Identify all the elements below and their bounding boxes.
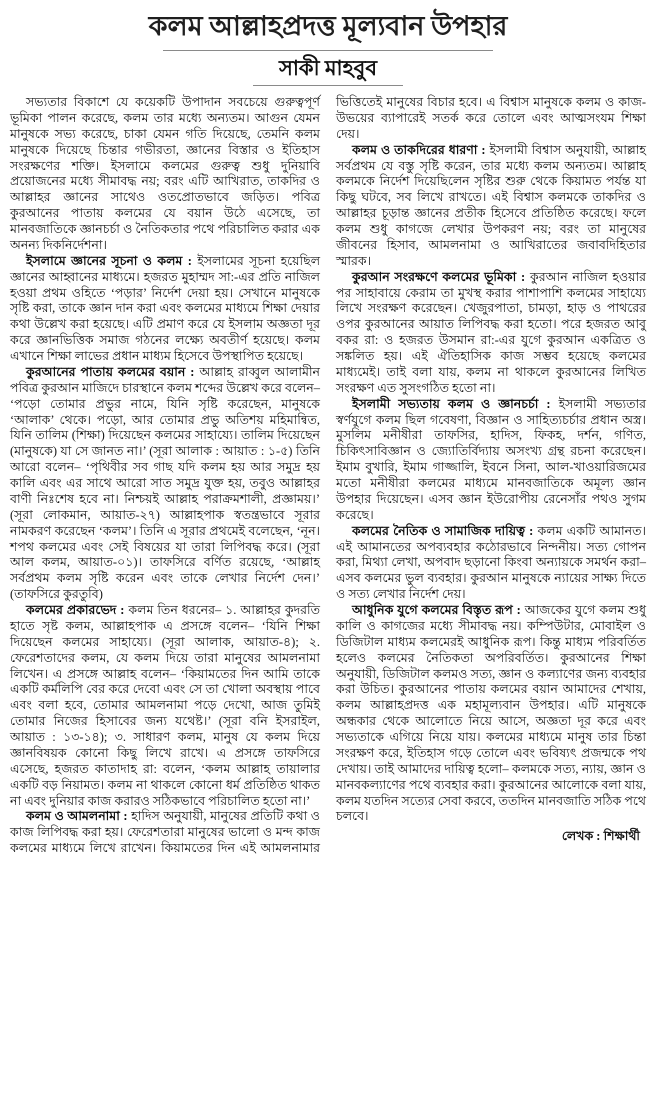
section-text: আজকের যুগে কলম শুধু কালি ও কাগজের মধ্যে সীমাবদ্ধ নয়। কম্পিউটার, মোবাইল ও ডিজিটাল মাধ্যম কলমেরই আধুনিক রূপ। কিন্তু মাধ্যম পরিবর্তিত হলেও কলমের নৈতিকতা অপরিবর্তিত। কুরআনের শিক্ষা অনুযায়ী, ডিজিটাল কলমও সত্য, জ্ঞান ও কল্যাণের জন্য ব্যবহার করা উচিত। কুরআনের পাতায় কলমের বয়ান আমাদের শেখায়, কলম আল্লাহপ্রদত্ত এক মহামূল্যবান উপহার। এটি মানুষকে অন্ধকার থেকে আলোতে নিয়ে আসে, অজ্ঞতা দূর করে এবং সভ্যতাকে এগিয়ে নিয়ে যায়। কলমের মাধ্যমে মানুষ তার চিন্তা সংরক্ষণ করে, ইতিহাস গড়ে তোলে এবং ভবিষ্যৎ প্রজন্মকে পথ দেখায়। তাই আমাদের দায়িত্ব হলো– কলমকে সত্য, ন্যায়, জ্ঞান ও মানবকল্যাণের পথে ব্যবহার করা। কুরআনের আলোকে বলা যায়, কলম যতদিন সত্যের সেবা করবে, ততদিন মানবজাতি সঠিক পথে চলবে। xyxy=(336,603,646,824)
section-paragraph xyxy=(336,524,646,603)
section-text: ইসলামের সূচনা হয়েছিল জ্ঞানের আহ্বানের মাধ্যমে। হজরত মুহাম্মদ সা:-এর প্রতি নাজিল হওয়া প্রথম ওহিতে ‘পড়ার’ নির্দেশ দেয়া হয়। সেখানে মানুষকে সৃষ্টি করা, তাকে জ্ঞান দান করা এবং কলমের মাধ্যমে শিক্ষা দেয়ার কথা উল্লেখ করা হয়েছে। এটি প্রমাণ করে যে ইসলাম অজ্ঞতা দূর করে জ্ঞানভিত্তিক সমাজ গঠনের লক্ষ্যে অবতীর্ণ হয়েছে। কলম এখানে শিক্ষা লাভের প্রধান মাধ্যম হিসেবে উপস্থাপিত হয়েছে। xyxy=(10,253,321,363)
section-text: ইসলামী বিশ্বাস অনুযায়ী, আল্লাহ সর্বপ্রথম যে বস্তু সৃষ্টি করেন, তার মধ্যে কলম অন্যতম। আল্লাহ কলমকে নির্দেশ দিয়েছিলেন সৃষ্টির শুরু থেকে কিয়ামত পর্যন্ত যা কিছু ঘটবে, সব লিখে রাখতে। এই বিশ্বাস কলমকে তাকদির ও আল্লাহর চূড়ান্ত জ্ঞানের প্রতীক হিসেবে প্রতিষ্ঠিত করেছে। ফলে কলম শুধু কাগজে লেখার উপকরণ নয়; বরং তা মানুষের জীবনের হিসাব, আমলনামা ও আখিরাতের জবাবদিহিতার স্মারক। xyxy=(336,142,646,268)
author-name: সাকী মাহবুব xyxy=(278,55,378,80)
section-text: সভ্যতার বিকাশে যে কয়েকটি উপাদান সবচেয়ে গুরুত্বপূর্ণ ভূমিকা পালন করেছে, কলম তার মধ্যে অন্যতম। আগুন যেমন মানুষকে সভ্য করেছে, চাকা যেমন গতি দিয়েছে, তেমনি কলম মানুষকে দিয়েছে চিন্তার গভীরতা, জ্ঞানের বিস্তার ও ইতিহাস সংরক্ষণের শক্তি। ইসলামে কলমের গুরুত্ব শুধু দুনিয়াবি প্রয়োজনের মধ্যে সীমাবদ্ধ নয়; বরং এটি আখিরাত, তাকদির ও আল্লাহর জ্ঞানের সাথেও ওতপ্রোতভাবে জড়িত। পবিত্র কুরআনের পাতায় কলমের যে বয়ান উঠে এসেছে, তা মানবজাতিকে জ্ঞানচর্চা ও নৈতিকতার পথে পরিচালিত করার এক অনন্য দিকনির্দেশনা। xyxy=(10,95,320,252)
page-title: কলম আল্লাহপ্রদত্ত মূল্যবান উপহার xyxy=(148,11,508,41)
section-heading: ইসলামে জ্ঞানের সূচনা ও কলম : xyxy=(26,253,198,268)
article-page xyxy=(10,10,646,857)
section-heading: কলম ও তাকদিরের ধারণা : xyxy=(352,142,490,157)
section-paragraph xyxy=(336,603,646,825)
section-text: আল্লাহ রাব্বুল আলামীন পবিত্র কুরআন মাজিদে চারস্থানে কলম শব্দের উল্লেখ করে বলেন– ‘পড়ো তোমার প্রভুর নামে, যিনি সৃষ্টি করেছেন, মানুষকে ‘আলাক’ থেকে। পড়ো, আর তোমার প্রভু অতিশয় মহিমান্বিত, যিনি তালিম (শিক্ষা) দিয়েছেন কলমের সাহায্যে। তালিম দিয়েছেন (মানুষকে) যা সে জানত না।’ (সূরা আলাক : আয়াত : ১-৫) তিনি আরো বলেন– ‘পৃথিবীর সব গাছ যদি কলম হয় আর সমুদ্র হয় কালি এবং এর সাথে আরো সাত সমুদ্র যুক্ত হয়, তবুও আল্লাহর বাণী নিঃশেষ হবে না। নিশ্চয়ই আল্লাহ পরাক্রমশালী, প্রজ্ঞাময়।’ (সূরা লোকমান, আয়াত-২৭) আল্লাহপাক স্বতন্ত্রভাবে সূরার নামকরণ করেছেন ‘কলম’। তিনি এ সূরার প্রথমেই বলেছেন, ‘নূন। শপথ কলমের এবং সেই বিষয়ের যা তারা লিপিবদ্ধ করে। (সূরা আল কলম, আয়াত-০১)। তাফসিরে বর্ণিত রয়েছে, ‘আল্লাহ সর্বপ্রথম কলম সৃষ্টি করেন এবং তাকে লেখার নির্দেশ দেন।’ (তাফসিরে কুরতুবি) xyxy=(10,364,320,602)
section-paragraph xyxy=(10,254,320,365)
section-text: হাদিস অনুযায়ী, মানুষের প্রতিটি কথা ও কাজ লিপিবদ্ধ করা হয়। ফেরেশতারা মানুষের ভালো ও মন্দ কাজ কলমের মাধ্যমে লিখে রাখেন। কিয়ামতের দিন এই আমলনামার ভিত্তিতেই মানুষের বিচার হবে। এ বিশ্বাস মানুষকে কলম ও কাজ-উভয়ের ব্যাপারেই সতর্ক করে তোলে এবং আত্মসংযম শিক্ষা দেয়। xyxy=(10,95,646,856)
section-heading: আধুনিক যুগে কলমের বিস্তৃত রূপ : xyxy=(352,603,525,617)
section-text: ইসলামী সভ্যতার স্বর্ণযুগে কলম ছিল গবেষণা, বিজ্ঞান ও সাহিত্যচর্চার প্রধান অস্ত্র। মুসলিম মনীষীরা তাফসির, হাদিস, ফিকহ, দর্শন, গণিত, চিকিৎসাবিজ্ঞান ও জ্যোতির্বিদ্যায় অসংখ্য গ্রন্থ রচনা করেছেন। ইমাম বুখারি, ইমাম গাজ্জালি, ইবনে সিনা, আল-খাওয়ারিজমের মতো মনীষীরা কলমের মাধ্যমে মানবজাতিকে অমূল্য জ্ঞান উপহার দিয়েছেন। এসব জ্ঞান ইউরোপীয় রেনেসাঁর পথও সুগম করেছে। xyxy=(336,396,647,522)
author-divider xyxy=(253,85,403,86)
sections-list xyxy=(10,95,646,857)
section-text: কুরআন নাজিল হওয়ার পর সাহাবায়ে কেরাম তা মুখস্থ করার পাশাপাশি কলমের সাহায্যে লিখে সংরক্ষণ করেছেন। খেজুরপাতা, চামড়া, হাড় ও পাথরের ওপর কুরআনের আয়াত লিপিবদ্ধ করা হতো। পরে হজরত আবু বকর রা: ও হজরত উসমান রা:-এর যুগে কুরআন একত্রিত ও সঙ্কলিত হয়। এই ঐতিহাসিক কাজ সম্ভব হয়েছে কলমের মাধ্যমেই। তাই বলা যায়, কলম না থাকলে কুরআনের লিখিত সংরক্ষণ এত সুসংগঠিত হতো না। xyxy=(336,269,646,395)
title-divider xyxy=(163,50,493,51)
section-paragraph xyxy=(336,143,646,270)
section-paragraph xyxy=(10,95,320,254)
section-paragraph xyxy=(336,397,646,524)
section-heading: কলমের নৈতিক ও সামাজিক দায়িত্ব : xyxy=(352,523,538,538)
section-heading: কলমের প্রকারভেদ : xyxy=(26,603,129,617)
section-text: কলম তিন ধরনের– ১. আল্লাহর কুদরতি হাতে সৃষ্ট কলম, আল্লাহপাক এ প্রসঙ্গে বলেন– ‘যিনি শিক্ষা দিয়েছেন কলমের সাহায্যে। (সূরা আলাক, আয়াত-৪); ২. ফেরেশতাদের কলম, যে কলম দিয়ে তারা মানুষের আমলনামা লিখেন। এ প্রসঙ্গে আল্লাহ বলেন– ‘কিয়ামতের দিন আমি তাকে একটি কর্মলিপি বের করে দেবো এবং সে তা খোলা অবস্থায় পাবে এবং বলা হবে, তোমার আমলনামা পড়ে দেখো, আজ তুমিই তোমার নিজের হিসাবের জন্য যথেষ্ট।’ (সূরা বনি ইসরাইল, আয়াত : ১৩-১৪); ৩. সাধারণ কলম, মানুষ যে কলম দিয়ে জ্ঞানবিষয়ক কোনো কিছু লিখে রাখে। এ প্রসঙ্গে তাফসিরে এসেছে, হজরত কাতাদাহ রা: বলেন, ‘কলম আল্লাহ তায়ালার একটি বড় নিয়ামত। কলম না থাকলে কোনো ধর্ম প্রতিষ্ঠিত থাকত না এবং দুনিয়ার কাজ করারও সঠিকভাবে পরিচালিত হতো না।’ xyxy=(10,603,320,808)
article-columns xyxy=(10,95,646,857)
section-heading: কুরআন সংরক্ষণে কলমের ভূমিকা : xyxy=(352,269,530,284)
section-heading: ইসলামী সভ্যতায় কলম ও জ্ঞানচর্চা : xyxy=(352,396,559,411)
section-paragraph xyxy=(336,270,646,397)
section-paragraph xyxy=(10,603,320,809)
section-text: কলম একটি আমানত। এই আমানতের অপব্যবহার কঠোরভাবে নিন্দনীয়। সত্য গোপন করা, মিথ্যা লেখা, অপবাদ ছড়ানো কিংবা অন্যায়কে সমর্থন করা– এসব কলমের ভুল ব্যবহার। কুরআন মানুষকে ন্যায়ের সাক্ষ্য দিতে ও সত্য লেখার নির্দেশ দেয়। xyxy=(336,523,646,602)
section-heading: কলম ও আমলনামা : xyxy=(26,809,132,824)
section-heading: কুরআনের পাতায় কলমের বয়ান : xyxy=(26,364,200,379)
author-signature: লেখক : শিক্ষার্থী xyxy=(561,829,640,844)
section-paragraph xyxy=(10,365,320,603)
